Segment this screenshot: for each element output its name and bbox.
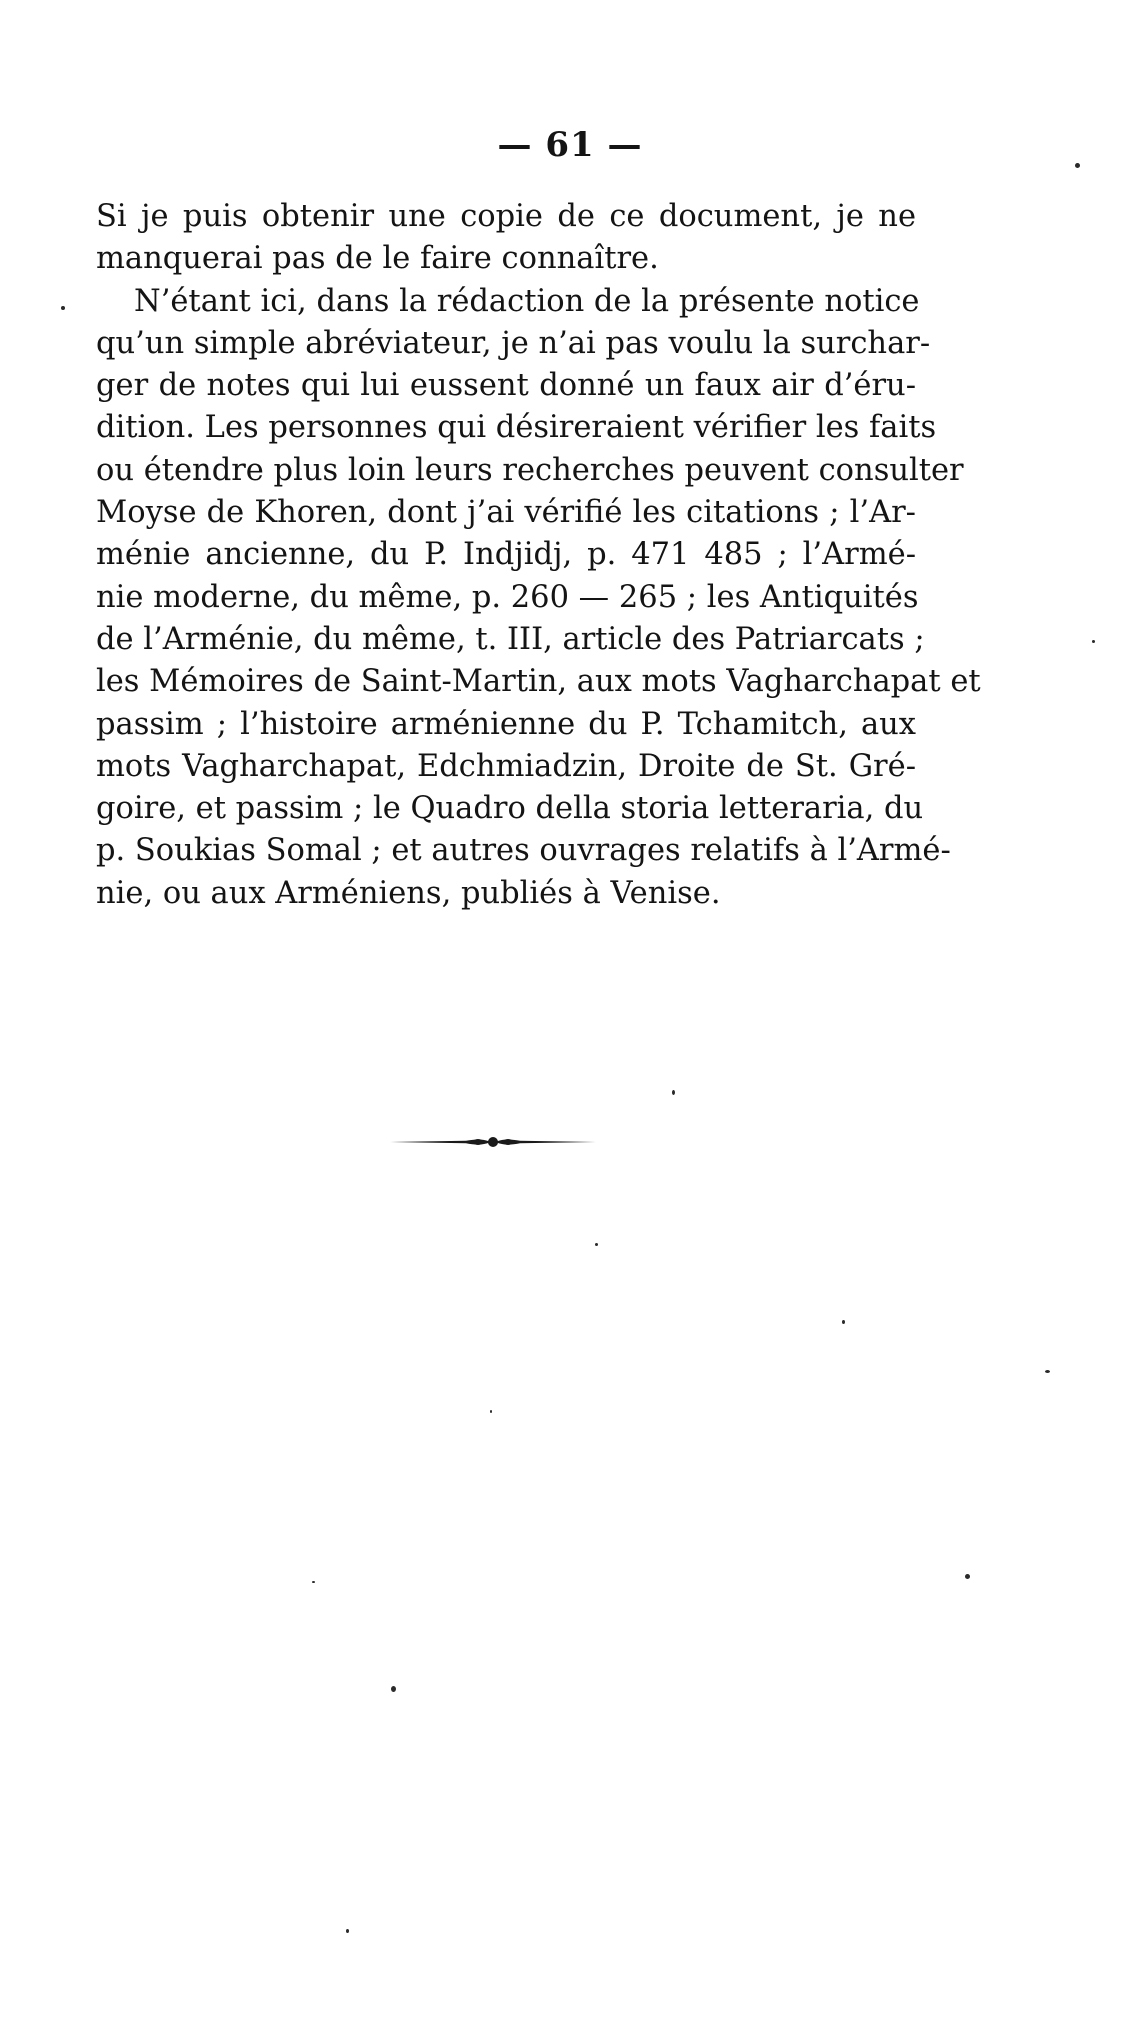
text-line: Moyse de Khoren, dont j’ai vérifié les citations ; l’Ar- bbox=[96, 495, 916, 531]
speck bbox=[346, 1929, 349, 1933]
paragraph-1 bbox=[96, 196, 916, 281]
speck bbox=[842, 1320, 845, 1324]
text-line: de l’Arménie, du même, t. III, article des Patriarcats ; bbox=[96, 621, 925, 657]
text-line: goire, et passim ; le Quadro della storia letteraria, du bbox=[96, 791, 924, 827]
speck bbox=[61, 306, 65, 310]
speck bbox=[595, 1243, 598, 1246]
ornament-rule-icon bbox=[388, 1130, 598, 1154]
page-number: — 61 — bbox=[497, 125, 643, 165]
paragraph-2 bbox=[96, 281, 981, 915]
body-text bbox=[96, 196, 981, 915]
text-line: qu’un simple abréviateur, je n’ai pas voulu la surchar- bbox=[96, 325, 931, 361]
text-line: nie, ou aux Arméniens, publiés à Venise. bbox=[96, 875, 721, 911]
text-line: N’étant ici, dans la rédaction de la présente notice bbox=[134, 283, 920, 319]
text-line: ger de notes qui lui eussent donné un faux air d’éru- bbox=[96, 368, 916, 404]
text-line: manquerai pas de le faire connaître. bbox=[96, 241, 659, 277]
text-line: ménie ancienne, du P. Indjidj, p. 471 485 ; l’Armé- bbox=[96, 537, 916, 573]
speck bbox=[490, 1410, 492, 1413]
text-line: passim ; l’histoire arménienne du P. Tchamitch, aux bbox=[96, 706, 916, 742]
text-line: les Mémoires de Saint-Martin, aux mots Vagharchapat et bbox=[96, 664, 981, 700]
text-line: dition. Les personnes qui désireraient vérifier les faits bbox=[96, 410, 937, 446]
text-line: nie moderne, du même, p. 260 — 265 ; les Antiquités bbox=[96, 579, 919, 615]
speck bbox=[312, 1581, 315, 1583]
speck bbox=[1075, 163, 1080, 168]
speck bbox=[1045, 1370, 1050, 1373]
text-line: p. Soukias Somal ; et autres ouvrages relatifs à l’Armé- bbox=[96, 833, 951, 869]
text-line: ou étendre plus loin leurs recherches peuvent consulter bbox=[96, 452, 964, 488]
speck bbox=[1092, 640, 1095, 643]
text-line: Si je puis obtenir une copie de ce document, je ne bbox=[96, 199, 916, 234]
speck bbox=[965, 1574, 970, 1579]
speck bbox=[672, 1090, 675, 1095]
text-line: mots Vagharchapat, Edchmiadzin, Droite de St. Gré- bbox=[96, 748, 916, 784]
speck bbox=[391, 1686, 396, 1692]
